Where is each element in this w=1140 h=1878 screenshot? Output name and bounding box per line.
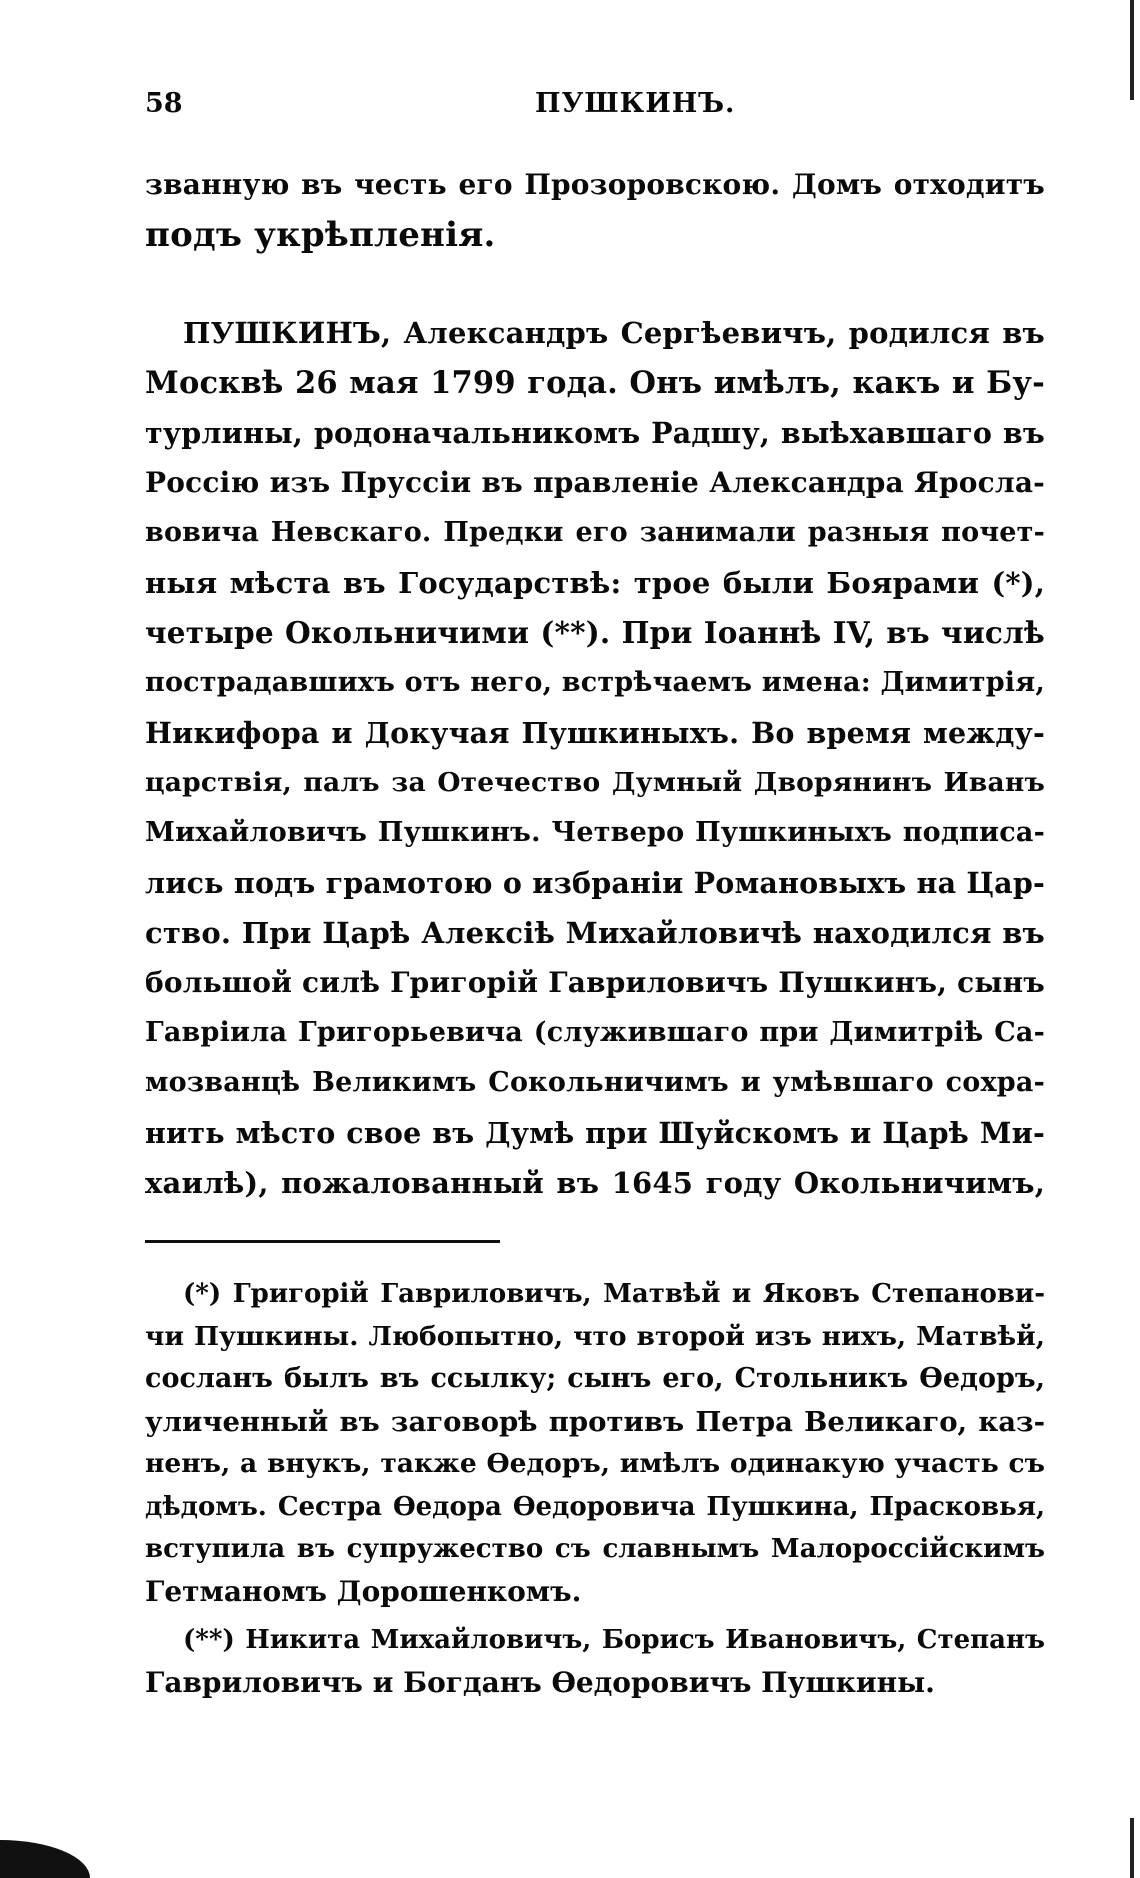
text-line: большой силѣ Григорій Гавриловичъ Пушкинъ, сынъ (145, 966, 1045, 999)
text-line: Гавріила Григорьевича (служившаго при Димитріѣ Са- (145, 1017, 1045, 1048)
running-title: ПУШКИНЪ. (535, 88, 736, 119)
footnote-line: вступила въ супружество съ славнымъ Малороссійскимъ (145, 1534, 1045, 1564)
text-line: царствія, палъ за Отечество Думный Дворянинъ Иванъ (145, 767, 1045, 798)
text-line: хаилѣ), пожалованный въ 1645 году Окольничимъ, (145, 1166, 1045, 1200)
footnote-line: уличенный въ заговорѣ противъ Петра Великаго, каз- (145, 1405, 1045, 1438)
text-line: вовича Невскаго. Предки его занимали разныя почет- (145, 517, 1045, 548)
scan-edge-mark-bottom (1130, 1818, 1134, 1878)
text-line: ПУШКИНЪ, Александръ Сергѣевичъ, родился въ (183, 316, 1045, 350)
text-line: ныя мѣста въ Государствѣ: трое были Боярами (*), (145, 566, 1045, 600)
page-header (145, 88, 1045, 128)
text-line: лись подъ грамотою о избраніи Романовыхъ на Цар- (145, 866, 1045, 900)
intro-paragraph (145, 160, 1045, 260)
footnote-line: дѣдомъ. Сестра Өедора Өедоровича Пушкина, Прасковья, (145, 1491, 1045, 1522)
text-line: нить мѣсто свое въ Думѣ при Шуйскомъ и Царѣ Ми- (145, 1116, 1045, 1150)
text-line: мозванцѣ Великимъ Сокольничимъ и умѣвшаго сохра- (145, 1067, 1045, 1098)
footnote-line: сосланъ былъ въ ссылку; сынъ его, Стольникъ Өедоръ, (145, 1363, 1045, 1394)
footnote-line: Гетманомъ Дорошенкомъ. (145, 1574, 582, 1608)
footnotes (145, 1273, 1045, 1704)
text-line: Михайловичъ Пушкинъ. Четверо Пушкиныхъ подписа- (145, 817, 1045, 848)
text-line: Никифора и Докучая Пушкиныхъ. Во время между- (145, 716, 1045, 750)
scan-corner-blot (0, 1840, 90, 1878)
footnote-line: чи Пушкины. Любопытно, что второй изъ нихъ, Матвѣй, (145, 1320, 1045, 1352)
footnote-line: (**) Никита Михайловичъ, Борисъ Ивановичъ, Степанъ (183, 1625, 1045, 1655)
text-line: Москвѣ 26 мая 1799 года. Онъ имѣлъ, какъ и Бу- (145, 365, 1045, 401)
pushkin-entry-paragraph (145, 308, 1045, 1208)
page-number: 58 (145, 88, 183, 119)
text-line: Россію изъ Пруссіи въ правленіе Александра Яросла- (145, 466, 1045, 499)
text-line: подъ укрѣпленія. (145, 215, 496, 255)
scan-edge-mark (1130, 0, 1134, 100)
text-line: четыре Окольничими (**). При Іоаннѣ IV, въ числѣ (145, 615, 1045, 650)
footnote-divider (145, 1240, 500, 1243)
footnote-line: Гавриловичъ и Богданъ Өедоровичъ Пушкины. (145, 1665, 935, 1699)
footnote-line: ненъ, а внукъ, также Өедоръ, имѣлъ одинакую участь съ (145, 1448, 1045, 1479)
text-line: турлины, родоначальникомъ Радшу, выѣхавшаго въ (145, 416, 1045, 450)
text-line: пострадавшихъ отъ него, встрѣчаемъ имена: Димитрія, (145, 667, 1045, 698)
footnote-line: (*) Григорій Гавриловичъ, Матвѣй и Яковъ Степанови- (183, 1279, 1045, 1309)
text-line: званную въ честь его Прозоровскою. Домъ отходитъ (145, 168, 1045, 201)
text-line: ство. При Царѣ Алексіѣ Михайловичѣ находился въ (145, 916, 1045, 950)
